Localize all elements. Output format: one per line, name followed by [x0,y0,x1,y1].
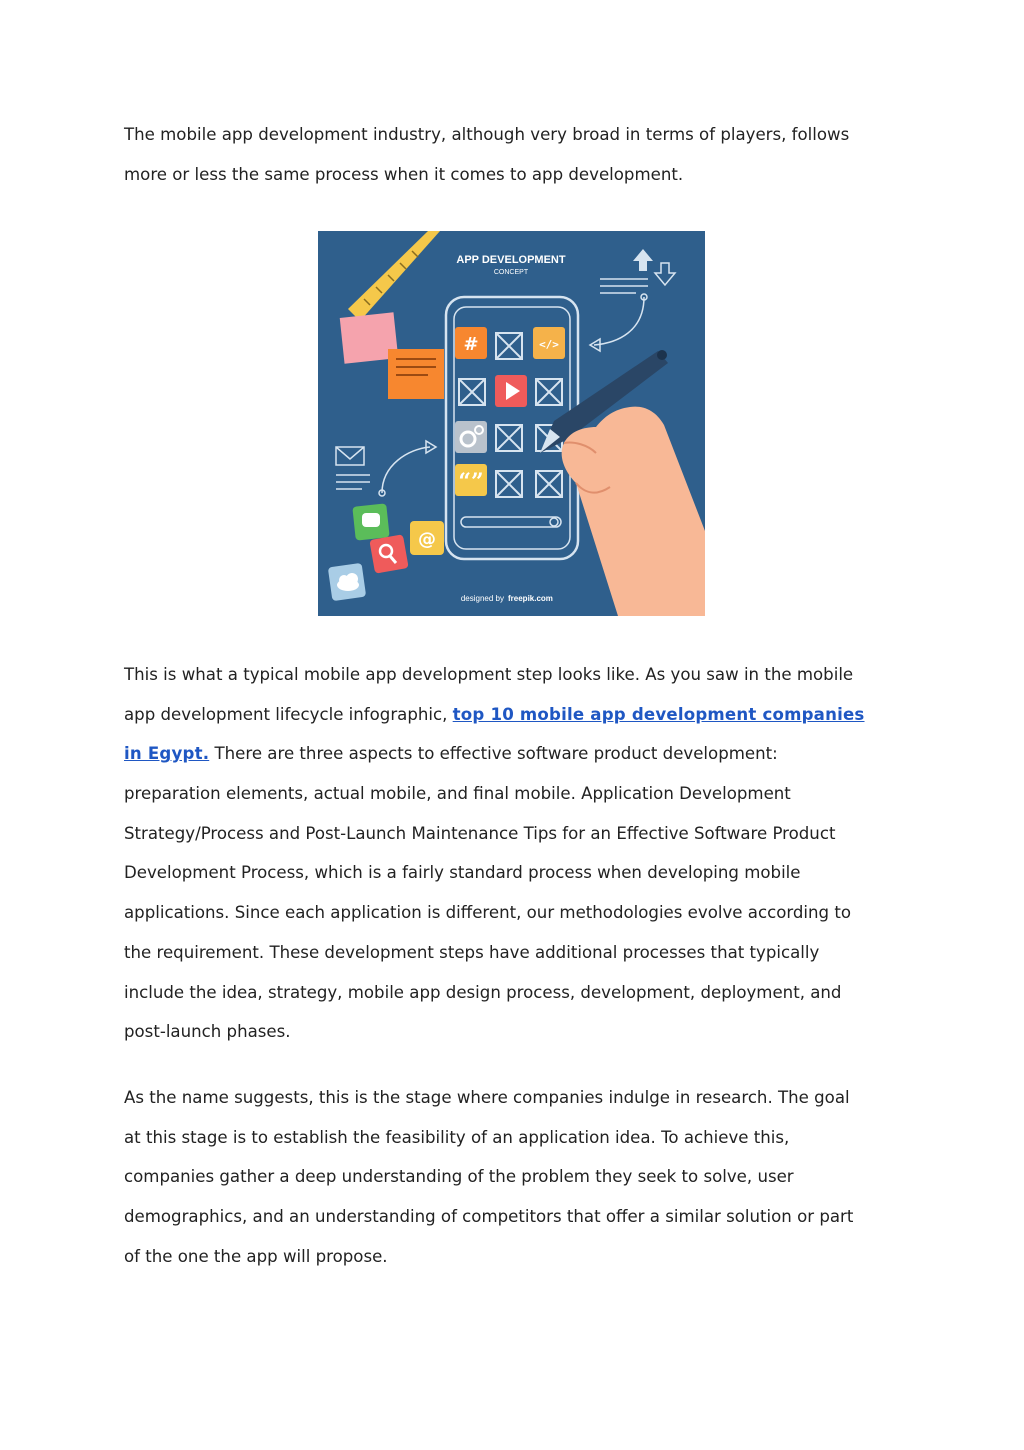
text-line: This is what a typical mobile app development step looks like. As you saw in the mobile [124,665,854,684]
text-line: post-launch phases. [124,1022,291,1042]
illustration-credit-prefix: designed by [460,594,504,603]
svg-text:“”: “” [458,469,484,495]
at-icon [410,521,444,555]
text-line [124,695,894,735]
text-line: the requirement. These development steps have additional processes that typically [124,942,820,962]
text-line: more or less the same process when it comes to app development. [124,164,684,184]
illustration-title: APP DEVELOPMENT [456,254,566,266]
svg-text:</>: </> [539,338,559,351]
text-line: preparation elements, actual mobile, and final mobile. Application Development [124,784,791,804]
process-paragraph [124,655,894,1052]
research-paragraph [124,1078,894,1276]
top-companies-link[interactable]: top 10 mobile app development companies [452,704,865,724]
illustration-subtitle: CONCEPT [493,269,529,276]
text-segment: There are three aspects to effective software product development: [209,744,778,764]
text-line: of the one the app will propose. [124,1246,388,1266]
chat-icon [352,503,389,540]
text-line: applications. Since each application is different, our methodologies evolve according to [124,903,852,923]
svg-text:@: @ [418,529,436,550]
svg-text:#: # [463,334,479,355]
cloud-icon [328,563,366,601]
text-line: Strategy/Process and Post-Launch Maintenance Tips for an Effective Software Product [124,823,836,843]
top-companies-link-continued[interactable]: in Egypt. [124,744,210,764]
text-line: at this stage is to establish the feasibility of an application idea. To achieve this, [124,1127,790,1147]
text-line: Development Process, which is a fairly standard process when developing mobile [124,863,801,883]
text-line [124,734,894,774]
app-development-illustration [318,231,705,616]
intro-paragraph [124,115,894,194]
illustration-credit-brand: freepik.com [508,594,553,603]
text-line: companies gather a deep understanding of the problem they seek to solve, user [124,1167,794,1187]
text-line: include the idea, strategy, mobile app design process, development, deployment, and [124,982,842,1002]
text-line: demographics, and an understanding of competitors that offer a similar solution or part [124,1207,854,1227]
text-segment: app development lifecycle infographic, [124,704,453,724]
text-line: The mobile app development industry, although very broad in terms of players, follows [124,125,850,144]
search-icon [369,534,408,573]
text-line: As the name suggests, this is the stage where companies indulge in research. The goal [124,1088,850,1107]
